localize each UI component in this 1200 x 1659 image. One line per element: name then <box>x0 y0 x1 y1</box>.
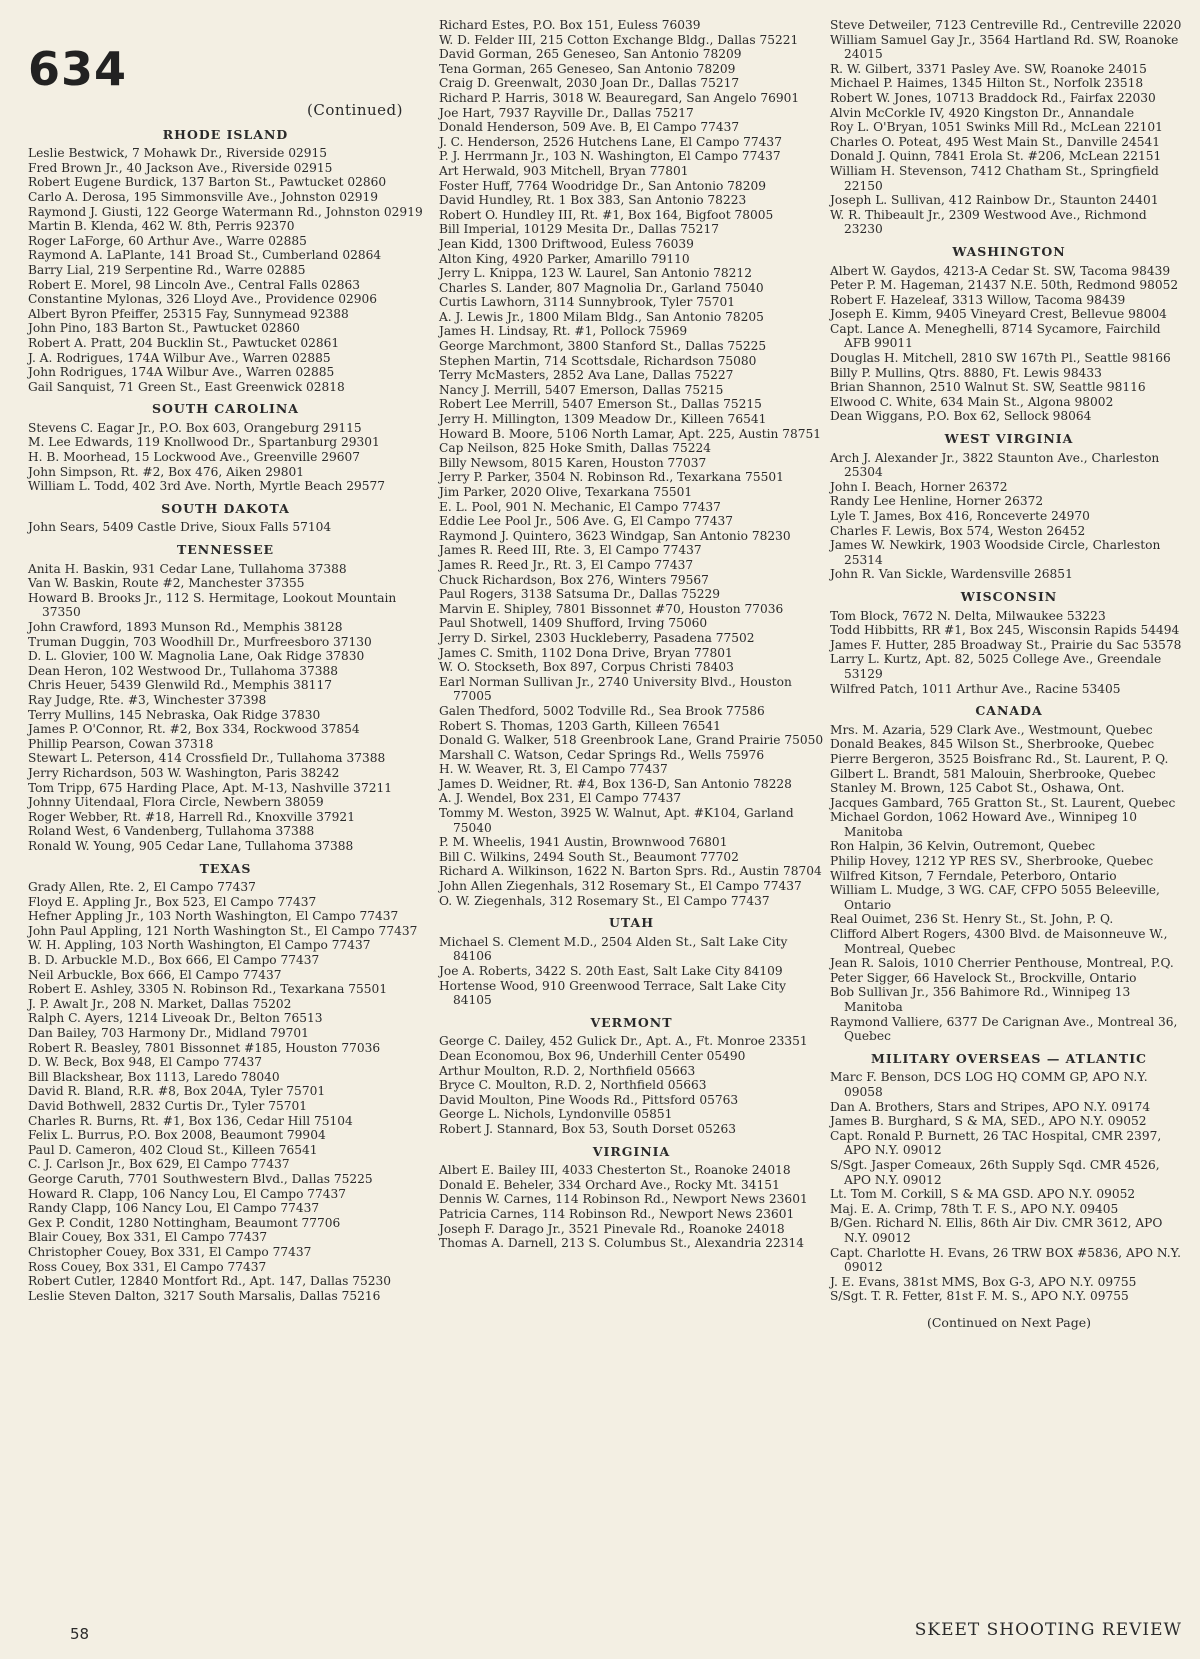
member-entry: Dean Wiggans, P.O. Box 62, Sellock 98064 <box>830 409 1092 424</box>
member-entry: Bryce C. Moulton, R.D. 2, Northfield 05663 <box>439 1078 707 1093</box>
member-entry: R. W. Gilbert, 3371 Pasley Ave. SW, Roanoke 24015 <box>830 61 1147 76</box>
member-entry: M. Lee Edwards, 119 Knollwood Dr., Spartanburg 29301 <box>28 435 380 450</box>
member-entry: Robert Eugene Burdick, 137 Barton St., Pawtucket 02860 <box>28 175 387 190</box>
member-entry: Earl Norman Sullivan Jr., 2740 University Blvd., Houston 77005 <box>439 674 792 704</box>
member-entry: Stewart L. Peterson, 414 Crossfield Dr., Tullahoma 37388 <box>28 751 386 766</box>
member-entry: Alvin McCorkle IV, 4920 Kingston Dr., Annandale <box>830 105 1135 120</box>
member-entry: Robert S. Thomas, 1203 Garth, Killeen 76541 <box>439 718 721 733</box>
state-section <box>830 704 1188 1044</box>
member-entry: Robert Lee Merrill, 5407 Emerson St., Dallas 75215 <box>439 397 762 412</box>
member-entry: Truman Duggin, 703 Woodhill Dr., Murfreesboro 37130 <box>28 634 372 649</box>
state-heading: CANADA <box>975 703 1043 719</box>
state-heading: VIRGINIA <box>592 1143 671 1159</box>
member-entry: John Pino, 183 Barton St., Pawtucket 02860 <box>28 321 300 336</box>
member-entry: Arch J. Alexander Jr., 3822 Staunton Ave., Charleston 25304 <box>830 450 1160 480</box>
member-entry: Michael Gordon, 1062 Howard Ave., Winnipeg 10 Manitoba <box>830 810 1138 839</box>
member-entry: Marvin E. Shipley, 7801 Bissonnet #70, Houston 77036 <box>439 601 784 616</box>
member-entry: Robert J. Stannard, Box 53, South Dorset 05263 <box>439 1121 737 1136</box>
member-entry: James D. Weidner, Rt. #4, Box 136-D, San Antonio 78228 <box>439 776 792 791</box>
state-heading: VERMONT <box>590 1014 673 1030</box>
member-entry: Alton King, 4920 Parker, Amarillo 79110 <box>439 251 690 266</box>
member-entry: Roger LaForge, 60 Arthur Ave., Warre 02885 <box>28 233 307 248</box>
member-entry: Arthur Moulton, R.D. 2, Northfield 05663 <box>439 1063 696 1078</box>
member-entry: W. O. Stockseth, Box 897, Corpus Christi 78403 <box>439 660 734 675</box>
member-entry: Tom Tripp, 675 Harding Place, Apt. M-13, Nashville 37211 <box>28 780 392 795</box>
member-entry: John R. Van Sickle, Wardensville 26851 <box>830 567 1073 582</box>
member-entry: Robert E. Ashley, 3305 N. Robinson Rd., Texarkana 75501 <box>28 982 388 997</box>
member-entry: Stanley M. Brown, 125 Cabot St., Oshawa, Ont. <box>830 781 1125 796</box>
member-entry: Gex P. Condit, 1280 Nottingham, Beaumont 77706 <box>28 1215 341 1230</box>
member-entry: John Paul Appling, 121 North Washington St., El Campo 77437 <box>28 923 418 938</box>
member-entry: Donald E. Beheler, 334 Orchard Ave., Rocky Mt. 34151 <box>439 1177 780 1192</box>
member-entry: Lyle T. James, Box 416, Ronceverte 24970 <box>830 509 1090 523</box>
member-entry: Albert Byron Pfeiffer, 25315 Fay, Sunnymead 92388 <box>28 306 349 321</box>
member-entry: Galen Thedford, 5002 Todville Rd., Sea Brook 77586 <box>439 703 765 718</box>
member-entry: Billy P. Mullins, Qtrs. 8880, Ft. Lewis 98433 <box>830 365 1102 380</box>
member-entry: J. E. Evans, 381st MMS, Box G-3, APO N.Y. 09755 <box>830 1274 1137 1289</box>
member-entry: James B. Burghard, S & MA, SED., APO N.Y. 09052 <box>830 1114 1147 1129</box>
member-entry: Hefner Appling Jr., 103 North Washington, El Campo 77437 <box>28 909 399 924</box>
member-entry: Roger Webber, Rt. #18, Harrell Rd., Knoxville 37921 <box>28 809 355 824</box>
member-entry: C. J. Carlson Jr., Box 629, El Campo 77437 <box>28 1157 290 1172</box>
member-entry: Patricia Carnes, 114 Robinson Rd., Newport News 23601 <box>439 1206 795 1221</box>
member-entry: Albert E. Bailey III, 4033 Chesterton St., Roanoke 24018 <box>439 1163 791 1178</box>
member-entry: W. H. Appling, 103 North Washington, El Campo 77437 <box>28 938 371 953</box>
member-entry: James F. Hutter, 285 Broadway St., Prairie du Sac 53578 <box>830 637 1182 652</box>
member-entry: Jerry D. Sirkel, 2303 Huckleberry, Pasadena 77502 <box>439 630 755 645</box>
member-entry: Felix L. Burrus, P.O. Box 2008, Beaumont 79904 <box>28 1128 326 1143</box>
state-section <box>439 916 824 1008</box>
member-entry: James R. Reed Jr., Rt. 3, El Campo 77437 <box>439 557 694 572</box>
member-entry: Randy Clapp, 106 Nancy Lou, El Campo 77437 <box>28 1201 320 1216</box>
member-entry: O. W. Ziegenhals, 312 Rosemary St., El Campo 77437 <box>439 893 770 908</box>
member-entry: David Bothwell, 2832 Curtis Dr., Tyler 75701 <box>28 1099 308 1113</box>
member-entry: Ron Halpin, 36 Kelvin, Outremont, Quebec <box>830 839 1096 854</box>
footer-page-number: 58 <box>70 1625 90 1643</box>
member-entry: S/Sgt. T. R. Fetter, 81st F. M. S., APO N.Y. 09755 <box>830 1289 1129 1304</box>
member-entry: Jean R. Salois, 1010 Cherrier Penthouse, Montreal, P.Q. <box>830 956 1174 971</box>
state-heading: TENNESSEE <box>176 542 275 558</box>
member-entry: Larry L. Kurtz, Apt. 82, 5025 College Ave., Greendale 53129 <box>830 652 1162 681</box>
member-entry: J. A. Rodrigues, 174A Wilbur Ave., Warren 02885 <box>28 350 331 365</box>
member-entry: David Moulton, Pine Woods Rd., Pittsford 05763 <box>439 1092 739 1107</box>
member-entry: George Caruth, 7701 Southwestern Blvd., Dallas 75225 <box>28 1171 373 1186</box>
member-entry: James P. O'Connor, Rt. #2, Box 334, Rockwood 37854 <box>28 722 360 737</box>
member-entry: Donald J. Quinn, 7841 Erola St. #206, McLean 22151 <box>830 149 1162 164</box>
member-entry: Paul D. Cameron, 402 Cloud St., Killeen 76541 <box>28 1142 318 1157</box>
footer-publication: SKEET SHOOTING REVIEW <box>914 1620 1182 1640</box>
member-entry: Van W. Baskin, Route #2, Manchester 37355 <box>28 576 305 591</box>
member-entry: B. D. Arbuckle M.D., Box 666, El Campo 77437 <box>28 953 320 968</box>
member-entry: Randy Lee Henline, Horner 26372 <box>830 494 1044 509</box>
member-entry: D. W. Beck, Box 948, El Campo 77437 <box>28 1055 263 1070</box>
member-entry: Dennis W. Carnes, 114 Robinson Rd., Newport News 23601 <box>439 1192 808 1207</box>
member-entry: John Simpson, Rt. #2, Box 476, Aiken 29801 <box>28 464 304 479</box>
member-entry: Eddie Lee Pool Jr., 506 Ave. G, El Campo 77437 <box>439 514 733 529</box>
member-entry: Terry McMasters, 2852 Ava Lane, Dallas 75227 <box>439 368 734 383</box>
member-entry: Charles F. Lewis, Box 574, Weston 26452 <box>830 523 1086 538</box>
member-entry: Philip Hovey, 1212 YP RES SV., Sherbrooke, Quebec <box>830 854 1154 869</box>
member-entry: Marc F. Benson, DCS LOG HQ COMM GP, APO N.Y. 09058 <box>830 1070 1148 1099</box>
member-entry: Blair Couey, Box 331, El Campo 77437 <box>28 1230 268 1245</box>
member-entry: Clifford Albert Rogers, 4300 Blvd. de Maisonneuve W., Montreal, Quebec <box>830 927 1168 956</box>
member-entry: H. W. Weaver, Rt. 3, El Campo 77437 <box>439 762 668 777</box>
member-entry: Richard Estes, P.O. Box 151, Euless 76039 <box>439 18 701 32</box>
member-entry: Dean Economou, Box 96, Underhill Center 05490 <box>439 1048 746 1063</box>
state-heading: WISCONSIN <box>960 588 1058 604</box>
member-entry: A. J. Lewis Jr., 1800 Milam Bldg., San Antonio 78205 <box>439 309 764 324</box>
member-entry: Thomas A. Darnell, 213 S. Columbus St., Alexandria 22314 <box>439 1236 805 1251</box>
member-entry: Chris Heuer, 5439 Glenwild Rd., Memphis 38117 <box>28 678 332 693</box>
member-entry: Peter Sigger, 66 Havelock St., Brockville, Ontario <box>830 970 1137 985</box>
member-entry: Charles O. Poteat, 495 West Main St., Danville 24541 <box>830 134 1161 149</box>
state-heading: WASHINGTON <box>952 243 1066 259</box>
member-entry: Stevens C. Eagar Jr., P.O. Box 603, Orangeburg 29115 <box>28 420 362 435</box>
member-entry: James W. Newkirk, 1903 Woodside Circle, Charleston 25314 <box>830 538 1161 567</box>
member-entry: Bob Sullivan Jr., 356 Bahimore Rd., Winnipeg 13 Manitoba <box>830 985 1131 1014</box>
member-entry: William L. Todd, 402 3rd Ave. North, Myrtle Beach 29577 <box>28 479 386 494</box>
member-entry: George C. Dailey, 452 Gulick Dr., Apt. A., Ft. Monroe 23351 <box>439 1034 808 1049</box>
state-section <box>439 1145 824 1251</box>
member-entry: Craig D. Greenwalt, 2030 Joan Dr., Dallas 75217 <box>439 76 740 91</box>
member-entry: Robert A. Pratt, 204 Bucklin St., Pawtucket 02861 <box>28 335 340 350</box>
state-heading: WEST VIRGINIA <box>944 431 1074 447</box>
member-entry: John I. Beach, Horner 26372 <box>830 479 1008 494</box>
member-entry: James C. Smith, 1102 Dona Drive, Bryan 77801 <box>439 645 733 660</box>
member-entry: J. C. Henderson, 2526 Hutchens Lane, El Campo 77437 <box>439 134 782 149</box>
member-entry: George Marchmont, 3800 Stanford St., Dallas 75225 <box>439 339 767 354</box>
member-entry: Richard P. Harris, 3018 W. Beauregard, San Angelo 76901 <box>439 90 800 105</box>
column-1 <box>28 95 423 1303</box>
member-entry: Martin B. Klenda, 462 W. 8th, Perris 92370 <box>28 219 295 234</box>
state-heading: TEXAS <box>199 860 252 876</box>
member-entry: James H. Lindsay, Rt. #1, Pollock 75969 <box>439 324 688 339</box>
member-entry: Roland West, 6 Vandenberg, Tullahoma 37388 <box>28 824 315 839</box>
continued-label: (Continued) <box>307 101 403 119</box>
member-entry: Stephen Martin, 714 Scottsdale, Richardson 75080 <box>439 353 757 368</box>
member-entry: Douglas H. Mitchell, 2810 SW 167th Pl., Seattle 98166 <box>830 351 1171 366</box>
member-entry: Dean Heron, 102 Westwood Dr., Tullahoma 37388 <box>28 663 338 678</box>
member-entry: Steve Detweiler, 7123 Centreville Rd., Centreville 22020 <box>830 18 1182 32</box>
state-section <box>439 18 824 908</box>
member-entry: Joe Hart, 7937 Rayville Dr., Dallas 75217 <box>439 105 694 120</box>
member-entry: John Crawford, 1893 Munson Rd., Memphis 38128 <box>28 620 343 634</box>
member-entry: Ray Judge, Rte. #3, Winchester 37398 <box>28 692 267 707</box>
member-entry: Robert R. Beasley, 7801 Bissonnet #185, Houston 77036 <box>28 1040 381 1055</box>
member-entry: Charles S. Lander, 807 Magnolia Dr., Garland 75040 <box>439 280 764 295</box>
member-entry: E. L. Pool, 901 N. Mechanic, El Campo 77437 <box>439 499 721 514</box>
member-entry: Tom Block, 7672 N. Delta, Milwaukee 53223 <box>830 608 1106 623</box>
state-section <box>830 590 1188 696</box>
member-entry: Tommy M. Weston, 3925 W. Walnut, Apt. #K104, Garland 75040 <box>439 806 794 835</box>
member-entry: Marshall C. Watson, Cedar Springs Rd., Wells 75976 <box>439 747 765 762</box>
member-entry: Jerry Richardson, 503 W. Washington, Paris 38242 <box>28 765 340 780</box>
state-section <box>830 245 1188 424</box>
member-entry: Capt. Charlotte H. Evans, 26 TRW BOX #5836, APO N.Y. 09012 <box>830 1245 1181 1275</box>
page-number: 634 <box>28 42 128 96</box>
member-entry: John Allen Ziegenhals, 312 Rosemary St., El Campo 77437 <box>439 879 802 894</box>
member-entry: William L. Mudge, 3 WG. CAF, CFPO 5055 Beleeville, Ontario <box>830 883 1160 912</box>
member-entry: W. R. Thibeault Jr., 2309 Westwood Ave., Richmond 23230 <box>830 207 1147 237</box>
state-section <box>28 862 423 1304</box>
member-entry: David Hundley, Rt. 1 Box 383, San Antonio 78223 <box>439 193 747 208</box>
member-entry: Cap Neilson, 825 Hoke Smith, Dallas 75224 <box>439 441 711 456</box>
member-entry: Wilfred Patch, 1011 Arthur Ave., Racine 53405 <box>830 681 1121 696</box>
member-entry: Billy Newsom, 8015 Karen, Houston 77037 <box>439 455 707 470</box>
member-entry: Howard B. Brooks Jr., 112 S. Hermitage, Lookout Mountain 37350 <box>28 590 397 620</box>
state-section <box>439 1016 824 1137</box>
member-entry: Robert E. Morel, 98 Lincoln Ave., Central Falls 02863 <box>28 277 361 292</box>
member-entry: Grady Allen, Rte. 2, El Campo 77437 <box>28 880 256 895</box>
member-entry: Barry Lial, 219 Serpentine Rd., Warre 02885 <box>28 262 306 277</box>
member-entry: David Gorman, 265 Geneseo, San Antonio 78209 <box>439 47 742 62</box>
member-entry: A. J. Wendel, Box 231, El Campo 77437 <box>439 791 682 806</box>
member-entry: Raymond J. Quintero, 3623 Windgap, San Antonio 78230 <box>439 528 791 543</box>
member-entry: William H. Stevenson, 7412 Chatham St., Springfield 22150 <box>830 163 1159 193</box>
member-entry: Jerry H. Millington, 1309 Meadow Dr., Killeen 76541 <box>439 412 767 427</box>
member-entry: Ralph C. Ayers, 1214 Liveoak Dr., Belton 76513 <box>28 1011 323 1026</box>
member-entry: Capt. Ronald P. Burnett, 26 TAC Hospital, CMR 2397, APO N.Y. 09012 <box>830 1128 1162 1158</box>
member-entry: Joe A. Roberts, 3422 S. 20th East, Salt Lake City 84109 <box>439 964 783 978</box>
state-heading: MILITARY OVERSEAS — ATLANTIC <box>870 1050 1147 1066</box>
member-entry: J. P. Awalt Jr., 208 N. Market, Dallas 75202 <box>28 996 292 1011</box>
member-entry: Pierre Bergeron, 3525 Boisfranc Rd., St. Laurent, P. Q. <box>830 751 1169 766</box>
member-entry: Dan A. Brothers, Stars and Stripes, APO N.Y. 09174 <box>830 1099 1151 1114</box>
member-entry: B/Gen. Richard N. Ellis, 86th Air Div. CMR 3612, APO N.Y. 09012 <box>830 1216 1163 1245</box>
member-entry: Bill Blackshear, Box 1113, Laredo 78040 <box>28 1069 280 1084</box>
member-entry: Tena Gorman, 265 Geneseo, San Antonio 78209 <box>439 61 736 76</box>
member-entry: Anita H. Baskin, 931 Cedar Lane, Tullahoma 37388 <box>28 561 347 576</box>
member-entry: Raymond J. Giusti, 122 George Watermann Rd., Johnston 02919 <box>28 204 423 219</box>
member-entry: Gilbert L. Brandt, 581 Malouin, Sherbrooke, Quebec <box>830 766 1156 781</box>
member-entry: Paul Shotwell, 1409 Shufford, Irving 75060 <box>439 616 708 631</box>
member-entry: Phillip Pearson, Cowan 37318 <box>28 736 214 751</box>
member-entry: Leslie Steven Dalton, 3217 South Marsalis, Dallas 75216 <box>28 1288 381 1303</box>
member-entry: Elwood C. White, 634 Main St., Algona 98002 <box>830 394 1114 409</box>
member-entry: Joseph E. Kimm, 9405 Vineyard Crest, Bellevue 98004 <box>830 307 1167 322</box>
member-entry: Dan Bailey, 703 Harmony Dr., Midland 79701 <box>28 1026 309 1041</box>
member-entry: Floyd E. Appling Jr., Box 523, El Campo 77437 <box>28 894 317 909</box>
member-entry: W. D. Felder III, 215 Cotton Exchange Bldg., Dallas 75221 <box>439 32 799 47</box>
member-entry: Howard B. Moore, 5106 North Lamar, Apt. 225, Austin 78751 <box>439 426 822 441</box>
member-entry: Neil Arbuckle, Box 666, El Campo 77437 <box>28 967 282 982</box>
member-entry: Michael S. Clement M.D., 2504 Alden St., Salt Lake City 84106 <box>439 934 788 964</box>
member-entry: Capt. Lance A. Meneghelli, 8714 Sycamore, Fairchild AFB 99011 <box>830 321 1161 351</box>
member-entry: Bill C. Wilkins, 2494 South St., Beaumont 77702 <box>439 849 739 864</box>
member-entry: Fred Brown Jr., 40 Jackson Ave., Riverside 02915 <box>28 160 333 175</box>
member-entry: Lt. Tom M. Corkill, S & MA GSD. APO N.Y. 09052 <box>830 1187 1136 1202</box>
member-entry: Joseph L. Sullivan, 412 Rainbow Dr., Staunton 24401 <box>830 193 1159 208</box>
member-entry: Johnny Uitendaal, Flora Circle, Newbern 38059 <box>28 795 324 810</box>
state-section <box>830 432 1188 582</box>
member-entry: John Sears, 5409 Castle Drive, Sioux Falls 57104 <box>28 520 332 535</box>
member-entry: Real Ouimet, 236 St. Henry St., St. John, P. Q. <box>830 912 1114 927</box>
state-section <box>28 402 423 494</box>
member-entry: Jerry L. Knippa, 123 W. Laurel, San Antonio 78212 <box>439 266 752 281</box>
member-entry: Chuck Richardson, Box 276, Winters 79567 <box>439 572 709 587</box>
member-entry: Robert Cutler, 12840 Montfort Rd., Apt. 147, Dallas 75230 <box>28 1274 392 1289</box>
member-entry: Hortense Wood, 910 Greenwood Terrace, Salt Lake City 84105 <box>439 978 786 1008</box>
member-entry: Joseph F. Darago Jr., 3521 Pinevale Rd., Roanoke 24018 <box>439 1221 785 1236</box>
member-entry: Donald G. Walker, 518 Greenbrook Lane, Grand Prairie 75050 <box>439 733 824 748</box>
member-entry: Robert W. Jones, 10713 Braddock Rd., Fairfax 22030 <box>830 90 1156 105</box>
member-entry: Mrs. M. Azaria, 529 Clark Ave., Westmount, Quebec <box>830 722 1153 737</box>
state-heading: SOUTH DAKOTA <box>161 500 290 516</box>
member-entry: Art Herwald, 903 Mitchell, Bryan 77801 <box>439 163 689 178</box>
member-entry: Donald Beakes, 845 Wilson St., Sherbrooke, Quebec <box>830 737 1155 752</box>
member-entry: Foster Huff, 7764 Woodridge Dr., San Antonio 78209 <box>439 178 766 193</box>
state-section <box>830 18 1188 237</box>
member-entry: Jim Parker, 2020 Olive, Texarkana 75501 <box>439 485 693 499</box>
member-entry: D. L. Glovier, 100 W. Magnolia Lane, Oak Ridge 37830 <box>28 649 365 664</box>
state-section <box>28 543 423 853</box>
member-entry: William Samuel Gay Jr., 3564 Hartland Rd. SW, Roanoke 24015 <box>830 32 1179 62</box>
member-entry: Jean Kidd, 1300 Driftwood, Euless 76039 <box>439 236 694 251</box>
member-entry: Howard R. Clapp, 106 Nancy Lou, El Campo 77437 <box>28 1186 347 1201</box>
member-entry: James R. Reed III, Rte. 3, El Campo 77437 <box>439 543 702 558</box>
member-entry: Raymond A. LaPlante, 141 Broad St., Cumberland 02864 <box>28 248 382 263</box>
state-section <box>28 128 423 395</box>
member-entry: Jerry P. Parker, 3504 N. Robinson Rd., Texarkana 75501 <box>439 470 784 485</box>
member-entry: John Rodrigues, 174A Wilbur Ave., Warren 02885 <box>28 365 335 380</box>
column-2 <box>439 18 824 1251</box>
member-entry: Christopher Couey, Box 331, El Campo 77437 <box>28 1244 312 1259</box>
member-entry: P. J. Herrmann Jr., 103 N. Washington, El Campo 77437 <box>439 149 781 164</box>
member-entry: Robert O. Hundley III, Rt. #1, Box 164, Bigfoot 78005 <box>439 207 774 222</box>
member-entry: Ross Couey, Box 331, El Campo 77437 <box>28 1259 267 1274</box>
state-section <box>28 502 423 535</box>
state-section <box>830 1052 1188 1304</box>
column-3 <box>830 18 1188 1330</box>
member-entry: Paul Rogers, 3138 Satsuma Dr., Dallas 75229 <box>439 587 720 602</box>
member-entry: Todd Hibbitts, RR #1, Box 245, Wisconsin Rapids 54494 <box>830 623 1180 638</box>
member-entry: Curtis Lawhorn, 3114 Sunnybrook, Tyler 75701 <box>439 295 736 310</box>
member-entry: Roy L. O'Bryan, 1051 Swinks Mill Rd., McLean 22101 <box>830 120 1163 135</box>
state-heading: SOUTH CAROLINA <box>152 401 299 417</box>
state-heading: RHODE ISLAND <box>162 126 289 142</box>
member-entry: Jacques Gambard, 765 Gratton St., St. Laurent, Quebec <box>830 795 1176 810</box>
member-entry: Gail Sanquist, 71 Green St., East Greenwick 02818 <box>28 379 345 394</box>
member-entry: Nancy J. Merrill, 5407 Emerson, Dallas 75215 <box>439 382 724 397</box>
member-entry: Albert W. Gaydos, 4213-A Cedar St. SW, Tacoma 98439 <box>830 263 1171 278</box>
member-entry: Brian Shannon, 2510 Walnut St. SW, Seattle 98116 <box>830 380 1146 395</box>
member-entry: S/Sgt. Jasper Comeaux, 26th Supply Sqd. CMR 4526, APO N.Y. 09012 <box>830 1157 1160 1187</box>
member-entry: Charles R. Burns, Rt. #1, Box 136, Cedar Hill 75104 <box>28 1113 353 1128</box>
member-entry: Donald Henderson, 509 Ave. B, El Campo 77437 <box>439 120 740 135</box>
member-entry: Michael P. Haimes, 1345 Hilton St., Norfolk 23518 <box>830 76 1144 91</box>
member-entry: H. B. Moorhead, 15 Lockwood Ave., Greenville 29607 <box>28 450 361 465</box>
member-entry: Bill Imperial, 10129 Mesita Dr., Dallas 75217 <box>439 222 719 237</box>
member-entry: George L. Nichols, Lyndonville 05851 <box>439 1107 673 1122</box>
member-entry: Richard A. Wilkinson, 1622 N. Barton Sprs. Rd., Austin 78704 <box>439 864 822 879</box>
member-entry: Leslie Bestwick, 7 Mohawk Dr., Riverside 02915 <box>28 146 327 161</box>
member-entry: David R. Bland, R.R. #8, Box 204A, Tyler 75701 <box>28 1084 326 1099</box>
member-entry: Terry Mullins, 145 Nebraska, Oak Ridge 37830 <box>28 707 321 722</box>
continued-next-page: (Continued on Next Page) <box>926 1314 1092 1330</box>
member-entry: Carlo A. Derosa, 195 Simmonsville Ave., Johnston 02919 <box>28 189 379 204</box>
member-entry: P. M. Wheelis, 1941 Austin, Brownwood 76801 <box>439 835 728 850</box>
member-entry: Peter P. M. Hageman, 21437 N.E. 50th, Redmond 98052 <box>830 278 1179 293</box>
member-entry: Constantine Mylonas, 326 Lloyd Ave., Providence 02906 <box>28 292 377 307</box>
member-entry: Ronald W. Young, 905 Cedar Lane, Tullahoma 37388 <box>28 838 354 853</box>
state-heading: UTAH <box>608 915 655 931</box>
member-entry: Robert F. Hazeleaf, 3313 Willow, Tacoma 98439 <box>830 292 1126 307</box>
member-entry: Wilfred Kitson, 7 Ferndale, Peterboro, Ontario <box>830 868 1117 883</box>
member-entry: Raymond Valliere, 6377 De Carignan Ave., Montreal 36, Quebec <box>830 1014 1178 1044</box>
member-entry: Maj. E. A. Crimp, 78th T. F. S., APO N.Y. 09405 <box>830 1201 1119 1216</box>
